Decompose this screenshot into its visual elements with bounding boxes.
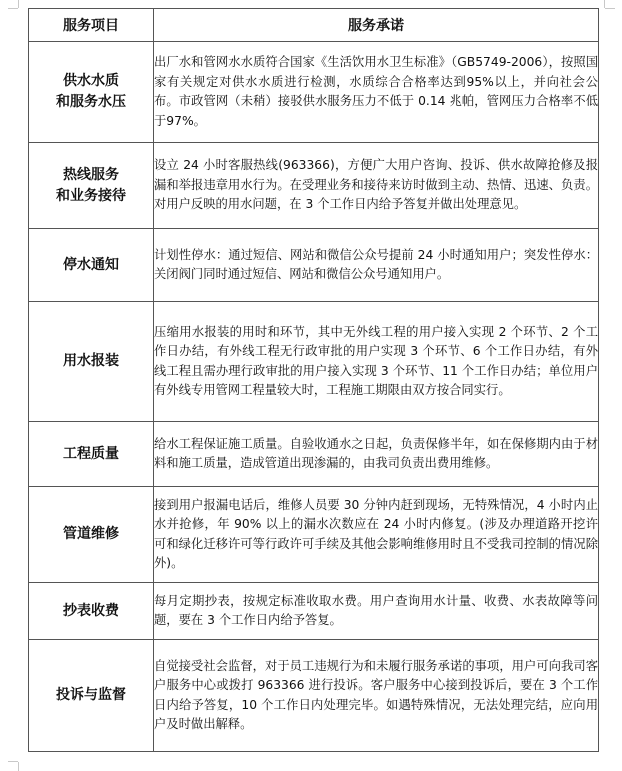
table-header-row	[29, 9, 599, 42]
row-item-hotline: 热线服务 和业务接待	[29, 143, 154, 229]
crop-mark	[605, 8, 615, 9]
table-row	[29, 487, 599, 583]
row-content-outage-notice: 计划性停水：通过短信、网站和微信公众号提前 24 小时通知用户；突发性停水：关闭阀门同时通过短信、网站和微信公众号通知用户。	[154, 229, 599, 302]
crop-mark	[8, 761, 18, 762]
header-service-item: 服务项目	[29, 9, 154, 42]
row-item-outage-notice: 停水通知	[29, 229, 154, 302]
table-row	[29, 302, 599, 422]
table-row	[29, 422, 599, 487]
row-content-installation: 压缩用水报装的用时和环节，其中无外线工程的用户接入实现 2 个环节、2 个工作日办结，有外线工程无行政审批的用户实现 3 个环节、6 个工作日办结，有外线工程且需办理行政审批的用户接入实现 3 个环节、11 个工作日办结；单位用户有外线专用管网工程量较大时，工程施工期限由双方按合同实行。	[154, 302, 599, 422]
crop-mark	[8, 8, 18, 9]
service-promise-table	[28, 8, 599, 752]
row-item-pipe-repair: 管道维修	[29, 487, 154, 583]
row-content-meter-billing: 每月定期抄表，按规定标准收取水费。用户查询用水计量、收费、水表故障等问题，要在 3 个工作日内给予答复。	[154, 583, 599, 640]
table-row	[29, 42, 599, 143]
row-content-complaints: 自觉接受社会监督，对于员工违规行为和未履行服务承诺的事项，用户可向我司客户服务中心或拨打 963366 进行投诉。客户服务中心接到投诉后，要在 3 个工作日内给予答复，10 个工作日内处理完毕。如遇特殊情况，无法处理完结，应向用户及时做出解释。	[154, 640, 599, 752]
row-item-meter-billing: 抄表收费	[29, 583, 154, 640]
crop-mark	[18, 762, 19, 771]
row-content-pipe-repair: 接到用户报漏电话后，维修人员要 30 分钟内赶到现场，无特殊情况，4 小时内止水并抢修，年 90% 以上的漏水次数应在 24 小时内修复。(涉及办理道路开挖许可和绿化迁移许可等行政许可手续及其他会影响维修用时且不受我司控制的情况除外)。	[154, 487, 599, 583]
row-item-engineering-quality: 工程质量	[29, 422, 154, 487]
table-row	[29, 143, 599, 229]
row-item-complaints: 投诉与监督	[29, 640, 154, 752]
table-row	[29, 583, 599, 640]
row-content-water-quality: 出厂水和管网水水质符合国家《生活饮用水卫生标准》（GB5749-2006），按照国家有关规定对供水水质进行检测，水质综合合格率达到95%以上，并向社会公布。市政管网（未稍）接驳供水服务压力不低于 0.14 兆帕，管网压力合格率不低于97%。	[154, 42, 599, 143]
row-content-hotline: 设立 24 小时客服热线(963366)，方便广大用户咨询、投诉、供水故障抢修及报漏和举报违章用水行为。在受理业务和接待来访时做到主动、热情、迅速、负责。对用户反映的用水问题，在 3 个工作日内给予答复并做出处理意见。	[154, 143, 599, 229]
row-item-water-quality: 供水水质 和服务水压	[29, 42, 154, 143]
crop-mark	[18, 0, 19, 8]
header-service-promise: 服务承诺	[154, 9, 599, 42]
row-item-installation: 用水报装	[29, 302, 154, 422]
table-row	[29, 640, 599, 752]
table-row	[29, 229, 599, 302]
crop-mark	[604, 0, 605, 8]
row-content-engineering-quality: 给水工程保证施工质量。自验收通水之日起，负责保修半年，如在保修期内由于材料和施工质量，造成管道出现渗漏的，由我司负责出费用维修。	[154, 422, 599, 487]
